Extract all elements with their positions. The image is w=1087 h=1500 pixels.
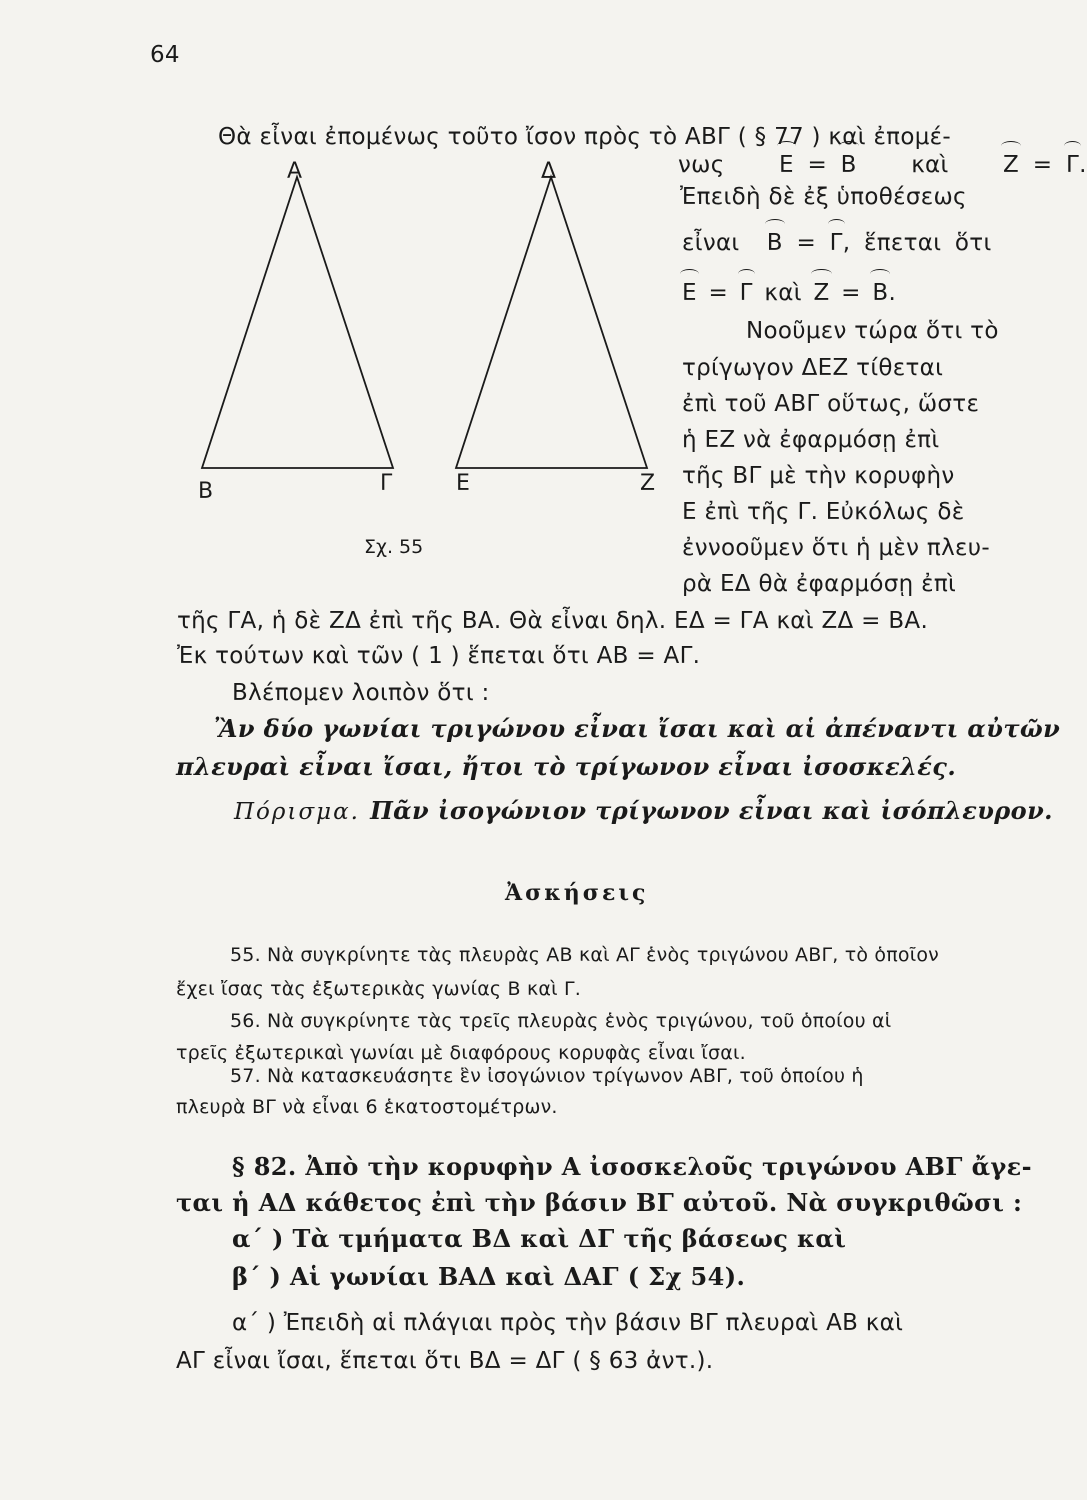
- section-82-line-2: ται ἡ ΑΔ κάθετος ἐπὶ τὴν βάσιν ΒΓ αὐτοῦ. Νὰ συγκριθῶσι :: [176, 1188, 1023, 1217]
- exercises-heading: Ἀσκήσεις: [505, 880, 649, 906]
- angle-z: Ζ: [813, 280, 830, 306]
- angle-g: Γ: [1065, 152, 1080, 178]
- porism-text: Πᾶν ἰσογώνιον τρίγωνον εἶναι καὶ ἰσόπλευρον.: [370, 796, 1053, 825]
- exercise-line: τρεῖς ἐξωτερικαὶ γωνίαι μὲ διαφόρους κορυφὰς εἶναι ἴσαι.: [176, 1042, 746, 1064]
- intro-line-3: Ἐπειδὴ δὲ ἐξ ὑποθέσεως: [680, 184, 967, 210]
- porism-label: Πόρισμα.: [234, 799, 360, 825]
- exercise-line: 55. Νὰ συγκρίνητε τὰς πλευρὰς ΑΒ καὶ ΑΓ ἑνὸς τριγώνου ΑΒΓ, τὸ ὁποῖον: [230, 944, 939, 966]
- intro-line-1: [218, 124, 998, 150]
- intro-line-1-text: Θὰ εἶναι ἐπομένως τοῦτο ἴσον πρὸς τὸ ΑΒΓ ( § 77 ) καὶ ἐπομέ-: [218, 124, 951, 150]
- angle-e: Ε: [682, 280, 697, 306]
- angle-g: Γ: [829, 230, 843, 256]
- wrap-line: Ε ἐπὶ τῆς Γ. Εὐκόλως δὲ: [682, 499, 965, 525]
- conclusion-intro: Βλέπομεν λοιπὸν ὅτι :: [232, 680, 490, 706]
- intro-line-5: Ε = Γ καὶ Ζ = Β.: [682, 280, 897, 306]
- theorem-line-1: Ἂν δύο γωνίαι τριγώνου εἶναι ἴσαι καὶ αἱ ἀπέναντι αὐτῶν: [214, 714, 1061, 743]
- wrap-line: ἡ ΕΖ νὰ ἐφαρμόσῃ ἐπὶ: [682, 427, 940, 453]
- exercise-line: 56. Νὰ συγκρίνητε τὰς τρεῖς πλευρὰς ἑνὸς τριγώνου, τοῦ ὁποίου αἱ: [230, 1010, 892, 1032]
- wrap-line: ἐννοοῦμεν ὅτι ἡ μὲν πλευ-: [682, 535, 990, 561]
- wrap-line: τῆς ΒΓ μὲ τὴν κορυφὴν: [682, 463, 955, 489]
- angle-b: Β: [872, 280, 889, 306]
- exercise-line: 57. Νὰ κατασκευάσητε ἓν ἰσογώνιον τρίγωνον ΑΒΓ, τοῦ ὁποίου ἡ: [230, 1065, 864, 1087]
- exercise-line: ἔχει ἴσας τὰς ἐξωτερικὰς γωνίας Β καὶ Γ.: [176, 978, 582, 1000]
- figure-caption: Σχ. 55: [364, 536, 424, 558]
- section-82-item-a: α΄ ) Τὰ τμήματα ΒΔ καὶ ΔΓ τῆς βάσεως καὶ: [232, 1224, 847, 1253]
- body-line: τῆς ΓΑ, ἡ δὲ ΖΔ ἐπὶ τῆς ΒΑ. Θὰ εἶναι δηλ. ΕΔ = ΓΑ καὶ ΖΔ = ΒΑ.: [177, 608, 929, 634]
- wrap-line: Νοοῦμεν τώρα ὅτι τὸ: [746, 318, 999, 344]
- section-82-answer-1: α΄ ) Ἐπειδὴ αἱ πλάγιαι πρὸς τὴν βάσιν ΒΓ πλευραὶ ΑΒ καὶ: [232, 1310, 904, 1336]
- section-82-line-1: § 82. Ἀπὸ τὴν κορυφὴν Α ἰσοσκελοῦς τριγώνου ΑΒΓ ἄγε-: [232, 1152, 1033, 1181]
- vertex-b-label: Β: [198, 479, 214, 504]
- angle-g: Γ: [739, 280, 753, 306]
- triangle-abg: [202, 177, 393, 468]
- page-number: 64: [150, 42, 180, 68]
- section-82-answer-2: ΑΓ εἶναι ἴσαι, ἕπεται ὅτι ΒΔ = ΔΓ ( § 63 ἀντ.).: [176, 1348, 714, 1374]
- vertex-d-label: Δ: [541, 159, 557, 184]
- wrap-line: τρίγωγον ΔΕΖ τίθεται: [682, 355, 944, 381]
- angle-b: Β: [766, 230, 783, 256]
- angle-e: Ε: [778, 152, 794, 178]
- porism: [234, 796, 1053, 825]
- vertex-z-label: Ζ: [640, 471, 656, 496]
- body-line: Ἐκ τούτων καὶ τῶν ( 1 ) ἕπεται ὅτι ΑΒ = ΑΓ.: [177, 643, 701, 669]
- wrap-line: ἐπὶ τοῦ ΑΒΓ οὕτως, ὥστε: [682, 391, 980, 417]
- intro-line-4: εἶναι Β = Γ, ἕπεται ὅτι: [682, 230, 992, 256]
- exercise-line: πλευρὰ ΒΓ νὰ εἶναι 6 ἑκατοστομέτρων.: [176, 1096, 558, 1118]
- vertex-e-label: Ε: [456, 471, 470, 496]
- theorem-line-2: πλευραὶ εἶναι ἴσαι, ἤτοι τὸ τρίγωνον εἶναι ἰσοσκελές.: [176, 752, 957, 781]
- triangle-dez: [456, 177, 647, 468]
- wrap-line: ρὰ ΕΔ θὰ ἐφαρμόσῃ ἐπὶ: [682, 571, 957, 597]
- figure-55: [180, 150, 680, 570]
- vertex-a-label: Α: [287, 159, 303, 184]
- section-82-item-b: β΄ ) Αἱ γωνίαι ΒΑΔ καὶ ΔΑΓ ( Σχ 54).: [232, 1262, 746, 1291]
- intro-line-2: νως Ε = Β καὶ Ζ = Γ.: [678, 152, 1087, 178]
- angle-z: Ζ: [1003, 152, 1020, 178]
- angle-b: Β: [840, 152, 857, 178]
- vertex-g-label: Γ: [380, 471, 393, 496]
